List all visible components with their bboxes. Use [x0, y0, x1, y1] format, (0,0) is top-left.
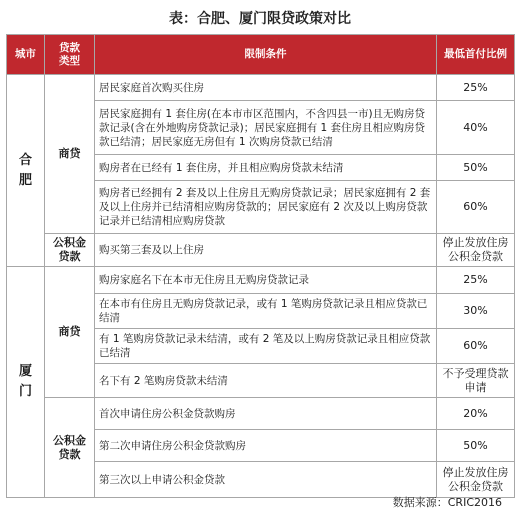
ratio-cell: 60% — [437, 181, 515, 234]
condition-cell: 购房家庭名下在本市无住房且无购房贷款记录 — [95, 267, 437, 294]
loan-type-provident: 公积金贷款 — [45, 234, 95, 267]
condition-cell: 居民家庭拥有 1 套住房(在本市市区范围内，不含四县一市)且无购房贷款记录(含在外地购房贷款记录)；居民家庭拥有 1 套住房且相应购房贷款已结清；居民家庭无房但有 1 次购房贷款已结清 — [95, 101, 437, 155]
ratio-cell: 25% — [437, 75, 515, 101]
city-hefei: 合肥 — [7, 75, 45, 267]
condition-cell: 购买第三套及以上住房 — [95, 234, 437, 267]
header-ratio: 最低首付比例 — [437, 35, 515, 75]
ratio-cell: 20% — [437, 398, 515, 430]
ratio-cell: 30% — [437, 294, 515, 329]
loan-type-commercial: 商贷 — [45, 267, 95, 398]
condition-cell: 居民家庭首次购买住房 — [95, 75, 437, 101]
loan-type-commercial: 商贷 — [45, 75, 95, 234]
condition-cell: 在本市有住房且无购房贷款记录，或有 1 笔购房贷款记录且相应贷款已结清 — [95, 294, 437, 329]
source-note: 数据来源：CRIC2016 — [392, 496, 502, 509]
table-row — [7, 398, 515, 430]
ratio-cell: 25% — [437, 267, 515, 294]
header-row — [7, 35, 515, 75]
condition-cell: 第三次以上申请公积金贷款 — [95, 462, 437, 498]
ratio-cell: 50% — [437, 430, 515, 462]
table-row — [7, 75, 515, 101]
table-row — [7, 267, 515, 294]
header-city: 城市 — [7, 35, 45, 75]
ratio-cell: 不予受理贷款申请 — [437, 364, 515, 398]
table-title: 表：合肥、厦门限贷政策对比 — [169, 11, 351, 27]
condition-cell: 购房者已经拥有 2 套及以上住房且无购房贷款记录；居民家庭拥有 2 套及以上住房并已结清相应购房贷款的；居民家庭有 2 次及以上购房贷款记录并已结清相应购房贷款 — [95, 181, 437, 234]
ratio-cell: 60% — [437, 329, 515, 364]
loan-type-provident: 公积金贷款 — [45, 398, 95, 498]
ratio-cell: 40% — [437, 101, 515, 155]
table-row — [7, 234, 515, 267]
condition-cell: 第二次申请住房公积金贷款购房 — [95, 430, 437, 462]
condition-cell: 购房者在已经有 1 套住房，并且相应购房贷款未结清 — [95, 155, 437, 181]
policy-table — [6, 34, 515, 498]
header-loan-type: 贷款类型 — [45, 35, 95, 75]
header-condition: 限制条件 — [95, 35, 437, 75]
city-xiamen: 厦门 — [7, 267, 45, 498]
condition-cell: 名下有 2 笔购房贷款未结清 — [95, 364, 437, 398]
ratio-cell: 停止发放住房公积金贷款 — [437, 234, 515, 267]
ratio-cell: 50% — [437, 155, 515, 181]
ratio-cell: 停止发放住房公积金贷款 — [437, 462, 515, 498]
condition-cell: 首次申请住房公积金贷款购房 — [95, 398, 437, 430]
condition-cell: 有 1 笔购房贷款记录未结清，或有 2 笔及以上购房贷款记录且相应贷款已结清 — [95, 329, 437, 364]
